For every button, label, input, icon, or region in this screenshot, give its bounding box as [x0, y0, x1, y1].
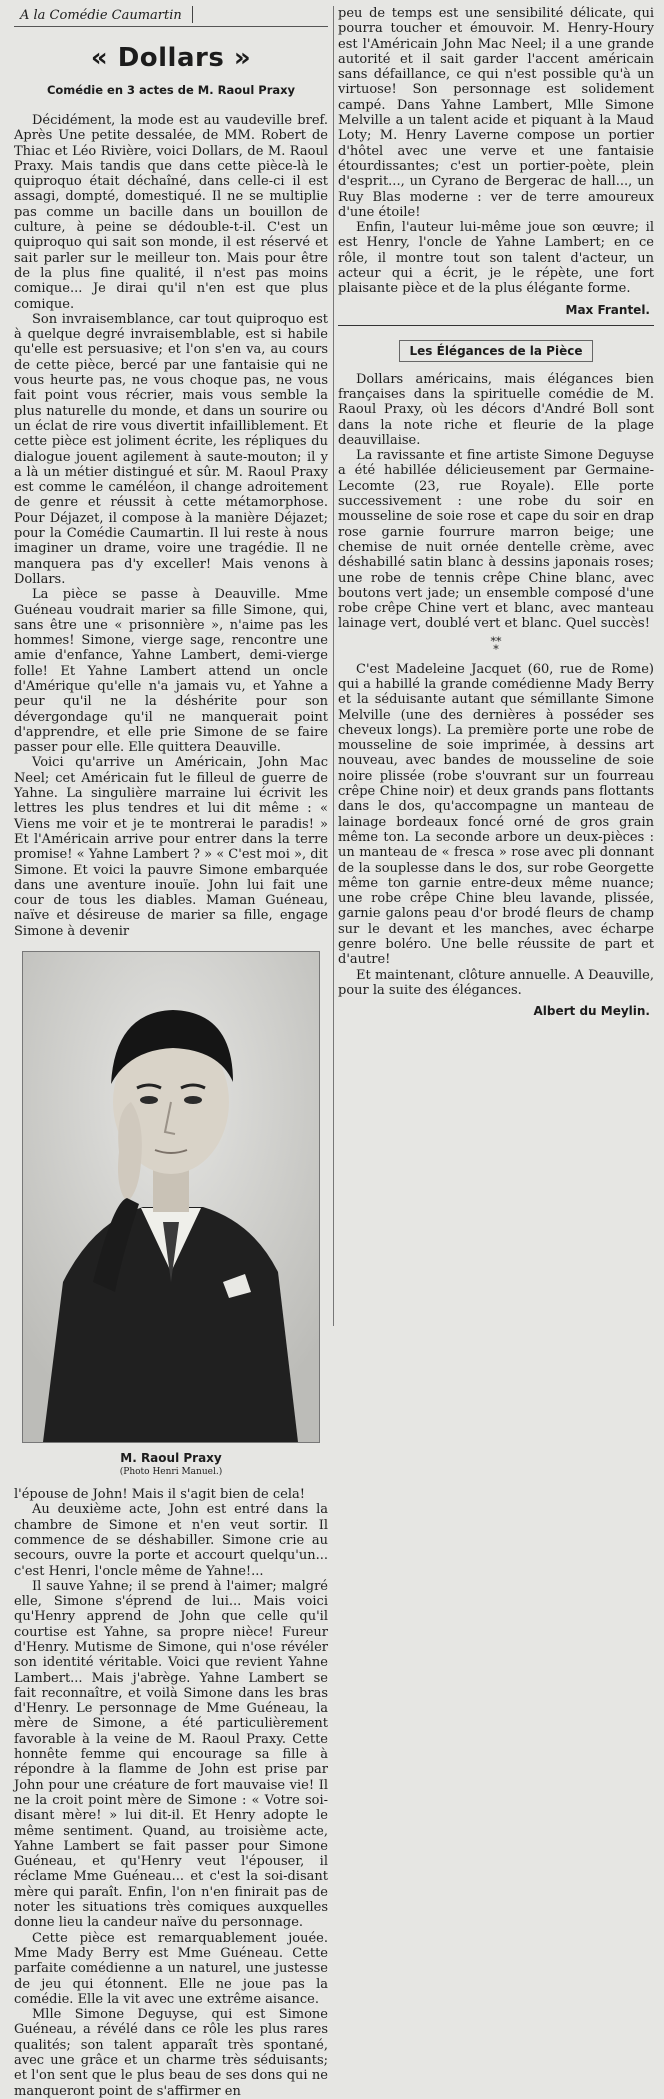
section-heading-elegances	[338, 344, 654, 358]
article-subtitle: Comédie en 3 actes de M. Raoul Praxy	[46, 83, 296, 97]
paragraph: Cette pièce est remarquablement jouée. Mme Mady Berry est Mme Guéneau. Cette parfaite comédienne a un naturel, une justesse de jeu qui étonnent. Elle ne joue pas la comédie. Elle la vit avec une extrême aisance.	[14, 1930, 328, 2007]
paragraph: Voici qu'arrive un Américain, John Mac Neel; cet Américain fut le filleul de guerre de Yahne. La singulière marraine lui écrivit les lettres les plus tendres et lui dit même : « Viens me voir et je te montrerai le paradis! » Et l'Américain arrive pour entrer dans la terre promise! « Yahne Lambert ? » « C'est moi », dit Simone. Et voici la pauvre Simone embarquée dans une aventure inouïe. John lui fait une cour de tous les diables. Maman Guéneau, naïve et désireuse de marier sa fille, engage Simone à devenir	[14, 755, 328, 939]
article-body-part3	[338, 6, 654, 297]
rubric-label: A la Comédie Caumartin	[14, 6, 193, 23]
article-body-part1	[14, 113, 328, 939]
right-column	[338, 6, 654, 1018]
paragraph: La pièce se passe à Deauville. Mme Guéneau voudrait marier sa fille Simone, qui, sans être une « prisonnière », n'aime pas les hommes! Simone, vierge sage, rencontre une amie d'enfance, Yahne Lambert, demi-vierge folle! Et Yahne Lambert attend un oncle d'Amérique qu'elle n'a jamais vu, et Yahne a peur qu'il ne la déshérite pour son dévergondage qu'il ne manquerait point d'apprendre, et elle prie Simone de se faire passer pour elle. Elle quittera Deauville.	[14, 587, 328, 756]
paragraph: peu de temps est une sensibilité délicate, qui pourra toucher et émouvoir. M. Henry-Houry est l'Américain John Mac Neel; il a une grande autorité et il sait garder l'accent américain sans défaillance, ce qui n'est possible qu'à un virtuose! Son personnage est solidement campé. Dans Yahne Lambert, Mlle Simone Melville a un talent acide et piquant à la Maud Loty; M. Henry Laverne compose un portier d'hôtel avec une verve et une fantaisie étourdissantes; c'est un portier-poète, plein d'esprit..., un Cyrano de Bergerac de hall..., un Ruy Blas moderne : ver de terre amoureux d'une étoile!	[338, 6, 654, 220]
column-divider	[333, 6, 334, 1326]
left-column	[14, 6, 328, 2099]
author-photo	[22, 951, 320, 1443]
paragraph: Enfin, l'auteur lui-même joue son œuvre; il est Henry, l'oncle de Yahne Lambert; en ce rôle, il montre tout son talent d'acteur, un acteur qui a écrit, je le répète, une fort plaisante pièce et de la plus élégante forme.	[338, 220, 654, 297]
rubric-bar	[14, 6, 328, 27]
paragraph: Mlle Simone Deguyse, qui est Simone Guéneau, a révélé dans ce rôle les plus rares qualités; son talent apparaît très spontané, avec une grâce et un charme très séduisants; et l'on sent que le plus beau de ses dons qui ne manqueront point de s'affirmer en	[14, 2007, 328, 2099]
paragraph: Au deuxième acte, John est entré dans la chambre de Simone et n'en veut sortir. Il commence de se déshabiller. Simone crie au secours, ouvre la porte et accourt quelqu'un... c'est Henri, l'oncle même de Yahne!...	[14, 1502, 328, 1579]
elegances-body-2	[338, 662, 654, 999]
photo-caption: M. Raoul Praxy	[120, 1451, 222, 1466]
section-heading-text: Les Élégances de la Pièce	[399, 340, 594, 362]
photo-credit: (Photo Henri Manuel.)	[119, 1467, 223, 1478]
signature-max-frantel: Max Frantel.	[565, 302, 650, 317]
paragraph: Son invraisemblance, car tout quiproquo est à quelque degré invraisemblable, est si habile qu'elle est persuasive; et l'on s'en va, au cours de cette pièce, bercé par une fantaisie qui ne vous heurte pas, ne vous choque pas, ne vous fait point vous récrier, mais vous semble la plus naturelle du monde, et dans un sourire ou un éclat de rire vous divertit infailliblement. Et cette pièce est joliment écrite, les répliques du dialogue jouent agilement à saute-mouton; il y a là un métier distingué et sûr. M. Raoul Praxy est comme le caméléon, il change adroitement de genre et réussit à cette métamorphose. Pour Déjazet, il compose à la manière Déjazet; pour la Comédie Caumartin. Il lui reste à nous imaginer un drame, voire une tragédie. Il ne manquera pas d'y exceller! Mais venons à Dollars.	[14, 311, 328, 587]
paragraph: La ravissante et fine artiste Simone Deguyse a été habillée délicieusement par Germaine-Lecomte (23, rue Royale). Elle porte successivement : une robe du soir en mousseline de soie rose et cape du soir en drap rose garnie fourrure marron beige; une chemise de nuit ornée dentelle crème, avec déshabillé satin blanc à dessins japonais roses; une robe de tennis crêpe Chine blanc, avec boutons vert jade; un ensemble composé d'une robe crêpe Chine vert et blanc, avec manteau lainage vert, doublé vert et blanc. Quel succès!	[338, 448, 654, 632]
paragraph: Et maintenant, clôture annuelle. A Deauville, pour la suite des élégances.	[338, 967, 654, 998]
paragraph: Décidément, la mode est au vaudeville bref. Après Une petite dessalée, de MM. Robert de Thiac et Léo Rivière, voici Dollars, de M. Raoul Praxy. Mais tandis que dans cette pièce-là le quiproquo était déchaîné, dans celle-ci il est assagi, dompté, domestiqué. Il ne se multiplie pas comme un bacille dans un bouillon de culture, à peine se dédouble-t-il. C'est un quiproquo qui sait son monde, il est réservé et sait parler sur le meilleur ton. Mais pour être de la plus fine qualité, il n'est pas moins comique... Je dirai qu'il n'en est que plus comique.	[14, 113, 328, 312]
portrait-illustration	[23, 952, 319, 1442]
paragraph: l'épouse de John! Mais il s'agit bien de cela!	[14, 1487, 305, 1503]
paragraph: C'est Madeleine Jacquet (60, rue de Rome) qui a habillé la grande comédienne Mady Berry et la séduisante autant que sémillante Simone Melville (une des dernières à posséder ses cheveux longs). La première porte une robe de mousseline de soie imprimée, à dessins art nouveau, avec bandes de mousseline de soie noire plissée (robe s'ouvrant sur un fourreau crêpe Chine noir) et deux grands pans flottants dans le dos, qu'accompagne un manteau de lainage bordeaux foncé orné de gros grain même ton. La seconde arbore un deux-pièces : un manteau de « fresca » rose avec pli donnant de la souplesse dans le dos, sur robe Georgette même ton garnie entre-deux même nuance; une robe crêpe Chine bleu lavande, plissée, garnie galons peau d'or brodé fleurs de champ sur le devant et les manches, avec écharpe genre boléro. Une belle réussite de part et d'autre!	[338, 661, 654, 968]
section-rule	[338, 325, 654, 326]
elegances-body	[338, 372, 654, 632]
paragraph: Dollars américains, mais élégances bien françaises dans la spirituelle comédie de M. Raoul Praxy, où les décors d'André Boll sont dans la note riche et fleurie de la plage deauvillaise.	[338, 371, 654, 448]
signature-albert-du-meylin: Albert du Meylin.	[533, 1004, 650, 1019]
article-title: « Dollars »	[90, 43, 252, 73]
article-body-part2	[14, 1487, 328, 2099]
paragraph: Il sauve Yahne; il se prend à l'aimer; malgré elle, Simone s'éprend de lui... Mais voici qu'Henry apprend de John que celle qu'il courtise est Yahne, sa propre nièce! Fureur d'Henry. Mutisme de Simone, qui n'ose révéler son identité véritable. Voici que revient Yahne Lambert... Mais j'abrège. Yahne Lambert se fait reconnaître, et voilà Simone dans les bras d'Henry. Le personnage de Mme Guéneau, la mère de Simone, a été particulièrement favorable à la veine de M. Raoul Praxy. Cette honnête femme qui encourage sa fille à répondre à la flamme de John est prise par John pour une créature de fort mauvaise vie! Il ne la croit point mère de Simone : « Votre soi-disant mère! » lui dit-il. Et Henry adopte le même sentiment. Quand, au troisième acte, Yahne Lambert se fait passer pour Simone Guéneau, et qu'Henry veut l'épouser, il réclame Mme Guéneau... et c'est la soi-disant mère qui paraît. Enfin, l'on n'en finirait pas de noter les situations très comiques auxquelles donne lieu la candeur naïve du personnage.	[14, 1578, 328, 1931]
asterism: ** *	[490, 634, 502, 656]
